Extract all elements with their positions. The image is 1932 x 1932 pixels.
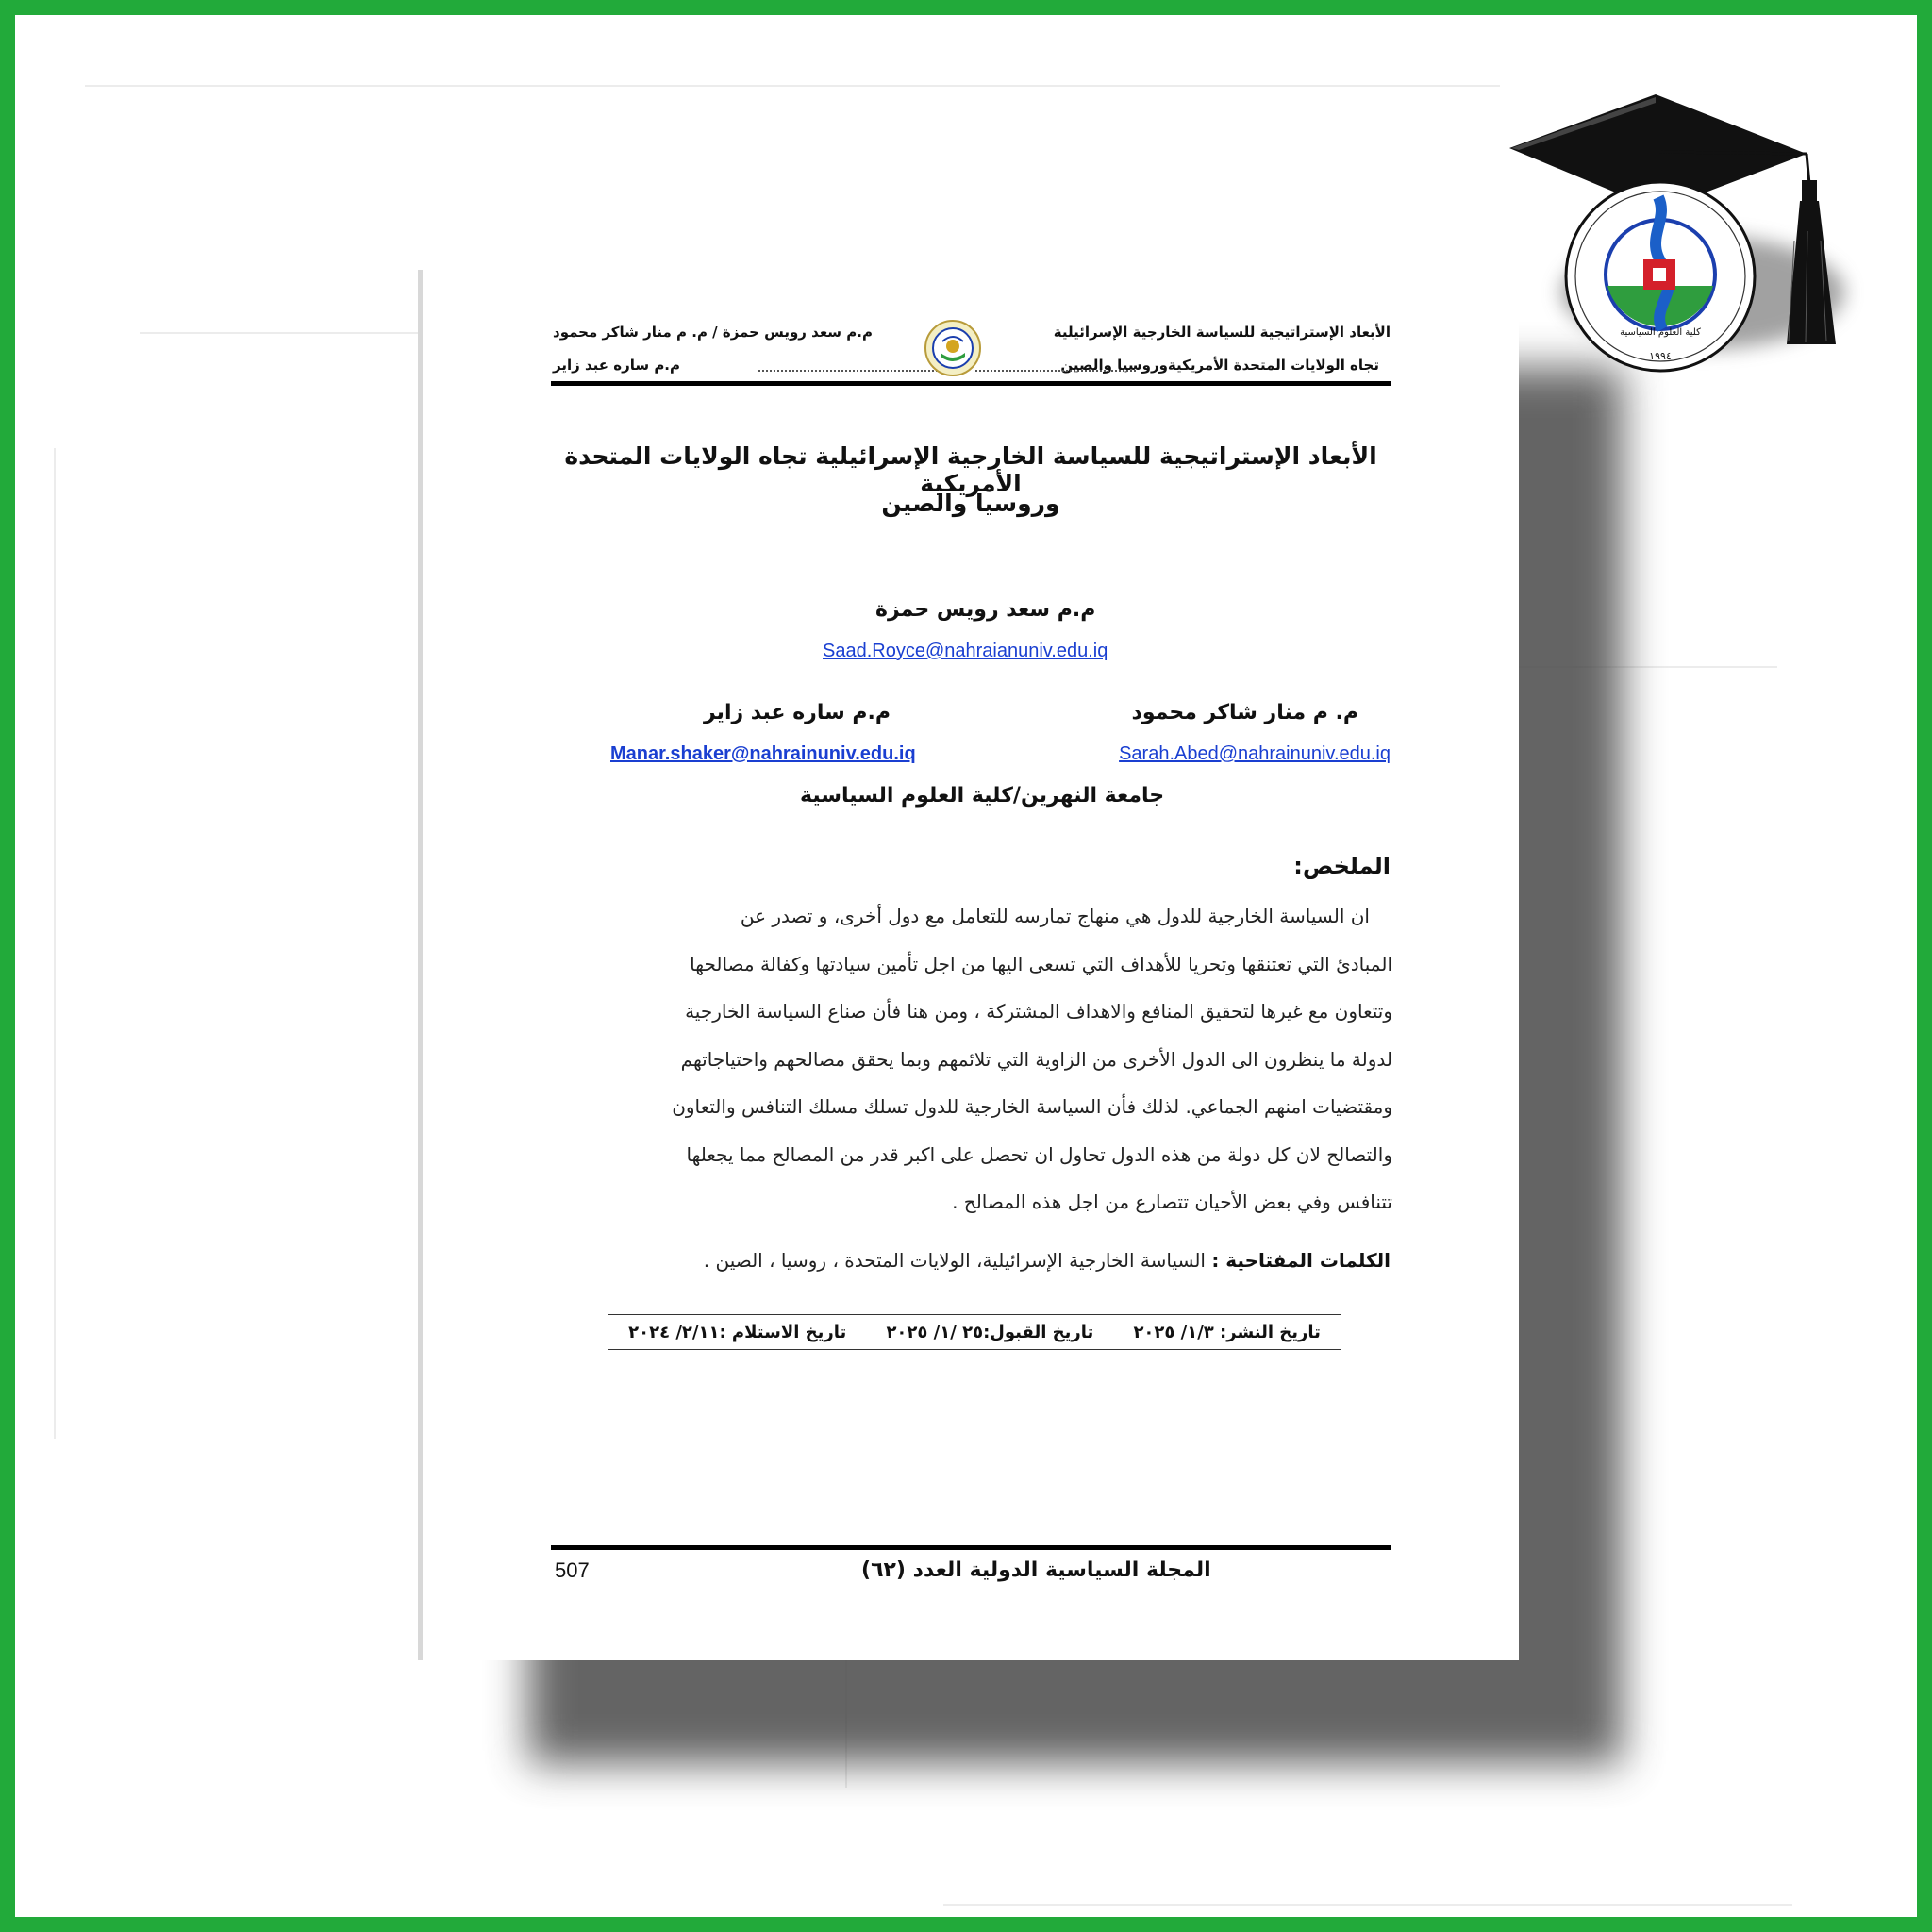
- second-author-email-link[interactable]: Sarah.Abed@nahrainuniv.edu.iq: [1119, 743, 1391, 764]
- abstract-line: ومقتضيات امنهم الجماعي. لذلك فأن السياسة الخارجية للدول تسلك مسلك التنافس والتعاون: [672, 1095, 1392, 1118]
- abstract-line: المبادئ التي تعتنقها وتحريا للأهداف التي تسعى اليها من اجل تأمين سيادتها وكفالة مصالحها: [690, 952, 1392, 975]
- abstract-heading: الملخص:: [1293, 853, 1391, 879]
- abstract-line: لدولة ما ينظرون الى الدول الأخرى من الزاوية التي تلائمهم وبما يحقق مصالحهم واحتياجاتهم: [680, 1047, 1392, 1071]
- header-left-line2: م.م ساره عبد زاير: [553, 357, 680, 374]
- third-author-email-link[interactable]: Manar.shaker@nahrainuniv.edu.iq: [610, 743, 916, 764]
- main-author-email-link[interactable]: Saad.Royce@nahraianuniv.edu.iq: [823, 641, 1108, 661]
- abstract-line: والتصالح لان كل دولة من هذه الدول تحاول ان تحصل على اكبر قدر من المصالح مما يجعلها: [686, 1142, 1392, 1166]
- second-author-name: م. م منار شاكر محمود: [1131, 701, 1358, 724]
- dates-box: [608, 1314, 1341, 1350]
- footer-rule: [551, 1545, 1391, 1550]
- background-line: [140, 332, 419, 334]
- accepted-date: تاريخ القبول:٢٥ /١/ ٢٠٢٥: [886, 1322, 1094, 1342]
- article-title-line2: وروسيا والصين: [881, 490, 1060, 517]
- logo-college-text: كلية العلوم السياسية: [1620, 327, 1701, 338]
- abstract-body: [553, 892, 1392, 1226]
- keywords-line: [704, 1249, 1391, 1272]
- published-date: تاريخ النشر: ١/٣/ ٢٠٢٥: [1133, 1322, 1321, 1342]
- article-title-line1: الأبعاد الإستراتيجية للسياسة الخارجية الإسرائيلية تجاه الولايات المتحدة الأمريكية: [564, 442, 1377, 497]
- logo-year: ١٩٩٤: [1649, 350, 1672, 362]
- header-dotted-leader: [975, 370, 1136, 372]
- journal-footer: المجلة السياسية الدولية العدد (٦٢): [861, 1558, 1211, 1582]
- abstract-line: وتتعاون مع غيرها لتحقيق المنافع والاهداف المشتركة ، ومن هنا فأن صناع السياسة الخارجية: [685, 1000, 1392, 1023]
- abstract-line: تتنافس وفي بعض الأحيان تتصارع من اجل هذه المصالح .: [952, 1191, 1392, 1213]
- third-author-name: م.م ساره عبد زاير: [704, 701, 891, 724]
- document-page: [418, 270, 1519, 1660]
- header-right-line1: الأبعاد الإستراتيجية للسياسة الخارجية الإسرائيلية: [1053, 324, 1391, 341]
- journal-emblem-icon: [924, 319, 982, 377]
- header-dotted-leader: [758, 370, 938, 372]
- page-number: 507: [555, 1558, 590, 1582]
- background-line: [54, 448, 56, 1439]
- keywords-text: السياسة الخارجية الإسرائيلية، الولايات المتحدة ، روسيا ، الصين .: [703, 1249, 1212, 1272]
- background-line: [85, 85, 1500, 87]
- received-date: تاريخ الاستلام :٢/١١/ ٢٠٢٤: [628, 1322, 847, 1342]
- graduation-cap-logo-icon: [1500, 90, 1896, 401]
- keywords-label: الكلمات المفتاحية :: [1211, 1249, 1391, 1272]
- background-line: [943, 1904, 1792, 1906]
- abstract-line: ان السياسة الخارجية للدول هي منهاج تمارسه للتعامل مع دول أخرى، و تصدر عن: [740, 905, 1370, 927]
- main-author-name: م.م سعد رويس حمزة: [875, 598, 1096, 622]
- header-rule: [551, 381, 1391, 386]
- header-left-line1: م.م سعد رويس حمزة / م. م منار شاكر محمود: [553, 324, 873, 341]
- affiliation: جامعة النهرين/كلية العلوم السياسية: [800, 784, 1165, 808]
- header-right-line2: تجاه الولايات المتحدة الأمريكيةوروسيا والصين: [1060, 357, 1379, 374]
